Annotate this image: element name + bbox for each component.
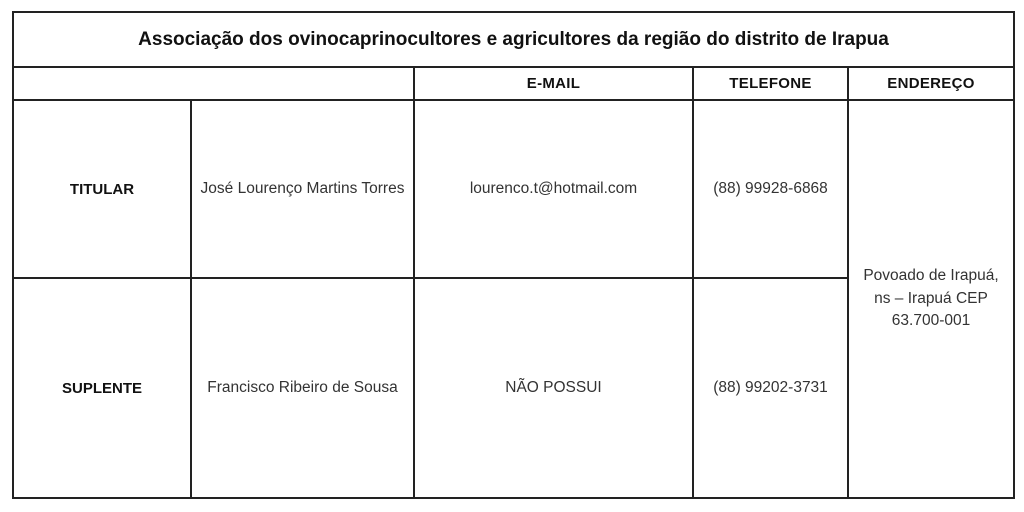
email-suplente: NÃO POSSUI xyxy=(414,278,693,498)
header-address: ENDEREÇO xyxy=(848,67,1014,100)
table-row-titular xyxy=(13,100,1014,278)
header-blank xyxy=(13,67,414,100)
title-row xyxy=(13,12,1014,67)
phone-titular: (88) 99928-6868 xyxy=(693,100,848,278)
name-suplente: Francisco Ribeiro de Sousa xyxy=(191,278,414,498)
role-suplente: SUPLENTE xyxy=(13,278,191,498)
phone-suplente: (88) 99202-3731 xyxy=(693,278,848,498)
address-cell: Povoado de Irapuá, ns – Irapuá CEP 63.700-001 xyxy=(848,100,1014,498)
header-row xyxy=(13,67,1014,100)
header-phone: TELEFONE xyxy=(693,67,848,100)
association-table xyxy=(12,11,1015,499)
role-titular: TITULAR xyxy=(13,100,191,278)
table-title: Associação dos ovinocaprinocultores e agricultores da região do distrito de Irapua xyxy=(13,12,1014,67)
email-titular: lourenco.t@hotmail.com xyxy=(414,100,693,278)
name-titular: José Lourenço Martins Torres xyxy=(191,100,414,278)
header-email: E-MAIL xyxy=(414,67,693,100)
